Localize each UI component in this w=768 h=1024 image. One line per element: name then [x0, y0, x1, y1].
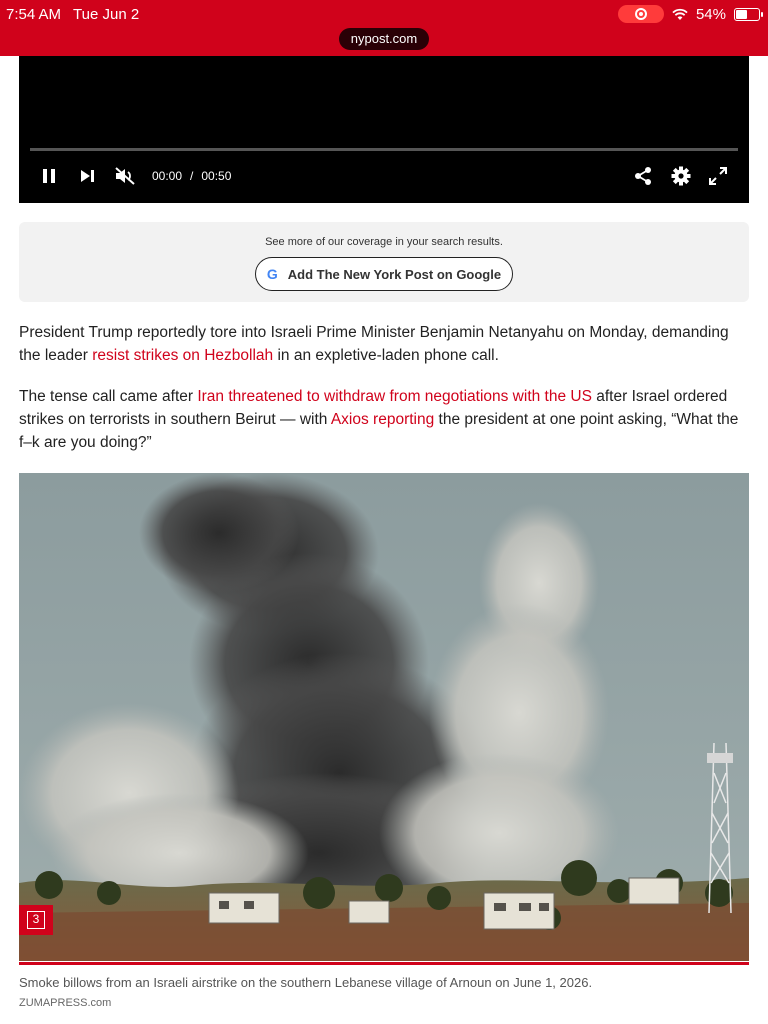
video-progress-bar[interactable]: [30, 148, 738, 151]
article-paragraph-1: [19, 321, 749, 367]
gear-icon: [671, 166, 691, 186]
share-icon: [633, 166, 653, 186]
wifi-icon: [672, 8, 688, 21]
gallery-button[interactable]: [19, 905, 53, 935]
fullscreen-icon: [709, 167, 727, 185]
mute-button[interactable]: [113, 164, 137, 188]
coverage-message: See more of our coverage in your search results.: [265, 236, 503, 248]
browser-top-bar: [0, 0, 768, 56]
link-iran-negotiations[interactable]: Iran threatened to withdraw from negotiations with the US: [197, 388, 592, 405]
pause-button[interactable]: [37, 164, 61, 188]
paragraph-text: President Trump reportedly tore into Israeli Prime Minister Benjamin Netanyahu on Monday, demanding the leader: [19, 324, 729, 364]
google-coverage-box: [19, 222, 749, 302]
skip-next-icon: [80, 169, 95, 183]
battery-icon: [734, 8, 760, 21]
video-player[interactable]: [19, 56, 749, 203]
photo-caption: Smoke billows from an Israeli airstrike on the southern Lebanese village of Arnoun on June 1, 2026.: [19, 975, 593, 990]
pause-icon: [42, 168, 56, 184]
share-button[interactable]: [631, 164, 655, 188]
add-on-google-button[interactable]: [255, 257, 513, 291]
video-time-separator: /: [190, 169, 194, 183]
paragraph-text: after Israel ordered strikes on terrorists in southern Beirut — with: [19, 388, 728, 428]
photo-credit: ZUMAPRESS.com: [19, 997, 112, 1009]
article-paragraph-2: [19, 385, 749, 454]
add-on-google-label: Add The New York Post on Google: [287, 266, 502, 282]
caption-divider: [19, 962, 749, 965]
airstrike-smoke-image: [19, 473, 749, 961]
paragraph-text: the president at one point asking, “What the f–k are you doing?”: [19, 411, 739, 451]
paragraph-text: The tense call came after: [19, 388, 198, 405]
video-time: [152, 169, 231, 183]
status-time: 7:54 AM: [6, 6, 62, 23]
fullscreen-button[interactable]: [706, 164, 730, 188]
article-photo[interactable]: [19, 473, 749, 961]
battery-percent: 54%: [695, 5, 726, 23]
url-bar[interactable]: nypost.com: [339, 28, 429, 50]
link-axios-reporting[interactable]: Axios reporting: [330, 411, 435, 428]
skip-next-button[interactable]: [75, 164, 99, 188]
gallery-count: 3: [32, 912, 40, 926]
link-resist-strikes[interactable]: resist strikes on Hezbollah: [92, 347, 274, 364]
video-current-time: 00:00: [152, 169, 183, 183]
settings-button[interactable]: [669, 164, 693, 188]
status-bar-right: [618, 5, 760, 23]
status-date: Tue Jun 2: [73, 6, 140, 23]
status-bar-left: [6, 6, 139, 23]
google-icon: G: [266, 266, 278, 282]
paragraph-text: in an expletive-laden phone call.: [273, 347, 499, 364]
record-icon[interactable]: [618, 5, 664, 23]
mute-icon: [114, 166, 136, 186]
video-duration: 00:50: [201, 169, 232, 183]
gallery-icon: [27, 911, 45, 929]
